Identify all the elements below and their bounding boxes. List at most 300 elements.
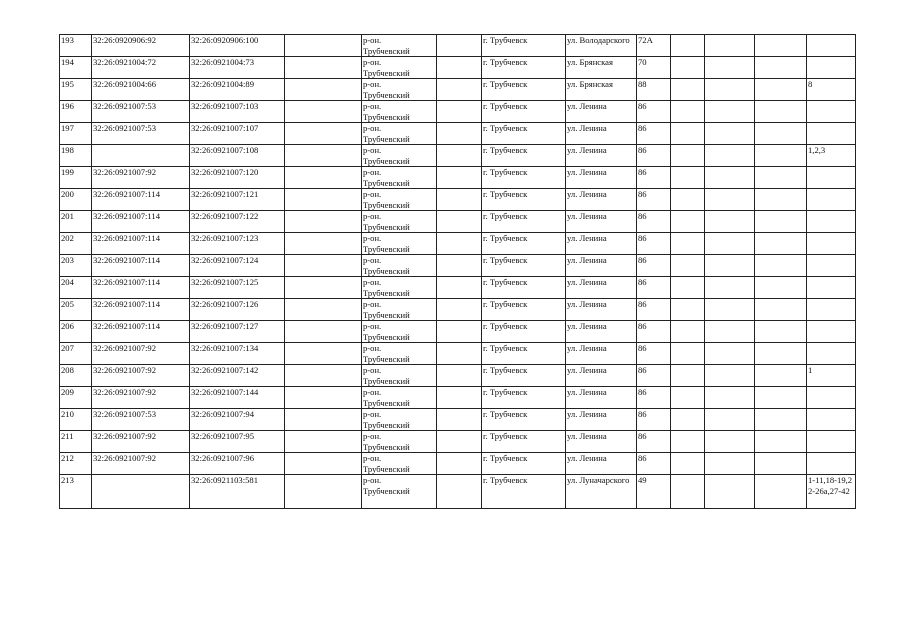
table-row	[60, 321, 856, 343]
empty-cell	[671, 299, 705, 321]
apartment-numbers	[807, 233, 856, 255]
empty-cell	[671, 167, 705, 189]
district-type: р-он.	[363, 233, 382, 243]
empty-cell	[671, 431, 705, 453]
empty-cell	[285, 277, 362, 299]
empty-cell	[437, 343, 482, 365]
district-name: Трубчевский	[363, 243, 410, 254]
empty-cell	[755, 431, 807, 453]
empty-cell	[755, 321, 807, 343]
cadastral-number-parcel	[92, 475, 190, 509]
table-row	[60, 57, 856, 79]
row-number: 206	[60, 321, 92, 343]
district	[362, 167, 437, 189]
house-number: 86	[637, 431, 671, 453]
table-row	[60, 277, 856, 299]
house-number: 86	[637, 321, 671, 343]
empty-cell	[437, 453, 482, 475]
house-number: 86	[637, 409, 671, 431]
empty-cell	[285, 387, 362, 409]
district-name: Трубчевский	[363, 309, 410, 320]
register-rows	[60, 35, 856, 509]
empty-cell	[437, 123, 482, 145]
street: ул. Ленина	[566, 453, 637, 475]
empty-cell	[705, 321, 755, 343]
district-name: Трубчевский	[363, 353, 410, 364]
district-name: Трубчевский	[363, 485, 410, 496]
empty-cell	[437, 167, 482, 189]
table-row	[60, 475, 856, 509]
district	[362, 101, 437, 123]
empty-cell	[285, 101, 362, 123]
district-type: р-он.	[363, 189, 382, 199]
empty-cell	[285, 79, 362, 101]
row-number: 199	[60, 167, 92, 189]
empty-cell	[285, 35, 362, 57]
empty-cell	[755, 211, 807, 233]
empty-cell	[705, 277, 755, 299]
cadastral-number-object: 32:26:0921007:94	[190, 409, 285, 431]
house-number: 86	[637, 255, 671, 277]
district	[362, 365, 437, 387]
district	[362, 453, 437, 475]
row-number: 202	[60, 233, 92, 255]
empty-cell	[437, 57, 482, 79]
empty-cell	[755, 35, 807, 57]
row-number: 201	[60, 211, 92, 233]
cadastral-number-object: 32:26:0921004:73	[190, 57, 285, 79]
empty-cell	[437, 255, 482, 277]
empty-cell	[671, 343, 705, 365]
district-name: Трубчевский	[363, 287, 410, 298]
district	[362, 255, 437, 277]
empty-cell	[671, 387, 705, 409]
empty-cell	[671, 101, 705, 123]
cadastral-number-parcel: 32:26:0921007:53	[92, 123, 190, 145]
row-number: 197	[60, 123, 92, 145]
district-name: Трубчевский	[363, 89, 410, 100]
city: г. Трубчевск	[482, 101, 566, 123]
empty-cell	[437, 475, 482, 509]
cadastral-number-object: 32:26:0921007:108	[190, 145, 285, 167]
empty-cell	[285, 475, 362, 509]
district-name: Трубчевский	[363, 221, 410, 232]
district-type: р-он.	[363, 101, 382, 111]
street: ул. Брянская	[566, 57, 637, 79]
table-row	[60, 343, 856, 365]
empty-cell	[671, 57, 705, 79]
apartment-numbers	[807, 321, 856, 343]
apartment-numbers	[807, 255, 856, 277]
empty-cell	[705, 387, 755, 409]
empty-cell	[437, 321, 482, 343]
district-name: Трубчевский	[363, 133, 410, 144]
district	[362, 211, 437, 233]
row-number: 212	[60, 453, 92, 475]
row-number: 200	[60, 189, 92, 211]
house-number: 86	[637, 123, 671, 145]
city: г. Трубчевск	[482, 299, 566, 321]
cadastral-number-parcel: 32:26:0921007:92	[92, 365, 190, 387]
empty-cell	[755, 79, 807, 101]
table-row	[60, 35, 856, 57]
empty-cell	[705, 343, 755, 365]
cadastral-number-object: 32:26:0921007:107	[190, 123, 285, 145]
empty-cell	[705, 101, 755, 123]
table-row	[60, 189, 856, 211]
house-number: 86	[637, 211, 671, 233]
empty-cell	[437, 277, 482, 299]
cadastral-number-object: 32:26:0921007:95	[190, 431, 285, 453]
city: г. Трубчевск	[482, 211, 566, 233]
street: ул. Володарского	[566, 35, 637, 57]
empty-cell	[671, 277, 705, 299]
district	[362, 57, 437, 79]
empty-cell	[705, 145, 755, 167]
empty-cell	[671, 321, 705, 343]
street: ул. Ленина	[566, 145, 637, 167]
table-row	[60, 365, 856, 387]
empty-cell	[755, 167, 807, 189]
district-type: р-он.	[363, 475, 382, 485]
table-row	[60, 453, 856, 475]
house-number: 88	[637, 79, 671, 101]
house-number: 86	[637, 453, 671, 475]
city: г. Трубчевск	[482, 79, 566, 101]
district	[362, 145, 437, 167]
empty-cell	[671, 475, 705, 509]
table-row	[60, 409, 856, 431]
street: ул. Ленина	[566, 387, 637, 409]
district	[362, 35, 437, 57]
empty-cell	[285, 189, 362, 211]
cadastral-number-parcel: 32:26:0921004:72	[92, 57, 190, 79]
house-number: 86	[637, 189, 671, 211]
house-number: 70	[637, 57, 671, 79]
district-type: р-он.	[363, 35, 382, 45]
empty-cell	[671, 365, 705, 387]
cadastral-number-object: 32:26:0921007:144	[190, 387, 285, 409]
empty-cell	[705, 365, 755, 387]
apartment-numbers	[807, 453, 856, 475]
district-type: р-он.	[363, 343, 382, 353]
empty-cell	[437, 233, 482, 255]
cadastral-number-parcel: 32:26:0921007:92	[92, 387, 190, 409]
empty-cell	[705, 123, 755, 145]
house-number: 72А	[637, 35, 671, 57]
empty-cell	[437, 145, 482, 167]
city: г. Трубчевск	[482, 321, 566, 343]
cadastral-number-object: 32:26:0921007:121	[190, 189, 285, 211]
empty-cell	[705, 475, 755, 509]
house-number: 86	[637, 343, 671, 365]
cadastral-number-parcel: 32:26:0921007:114	[92, 189, 190, 211]
empty-cell	[671, 233, 705, 255]
district	[362, 475, 437, 509]
house-number: 86	[637, 145, 671, 167]
cadastral-number-parcel: 32:26:0921007:53	[92, 101, 190, 123]
empty-cell	[755, 189, 807, 211]
apartment-numbers	[807, 211, 856, 233]
house-number: 86	[637, 233, 671, 255]
table-row	[60, 431, 856, 453]
district-name: Трубчевский	[363, 67, 410, 78]
apartment-numbers: 1-11,18-19,22-26а,27-42	[807, 475, 856, 509]
district-name: Трубчевский	[363, 419, 410, 430]
city: г. Трубчевск	[482, 453, 566, 475]
street: ул. Луначарского	[566, 475, 637, 509]
district	[362, 79, 437, 101]
apartment-numbers	[807, 409, 856, 431]
empty-cell	[671, 409, 705, 431]
cadastral-number-parcel: 32:26:0920906:92	[92, 35, 190, 57]
street: ул. Брянская	[566, 79, 637, 101]
cadastral-number-object: 32:26:0921007:127	[190, 321, 285, 343]
empty-cell	[755, 233, 807, 255]
district-type: р-он.	[363, 123, 382, 133]
empty-cell	[671, 123, 705, 145]
empty-cell	[285, 57, 362, 79]
cadastral-number-parcel: 32:26:0921004:66	[92, 79, 190, 101]
street: ул. Ленина	[566, 431, 637, 453]
city: г. Трубчевск	[482, 167, 566, 189]
apartment-numbers: 1,2,3	[807, 145, 856, 167]
empty-cell	[755, 343, 807, 365]
empty-cell	[671, 211, 705, 233]
row-number: 210	[60, 409, 92, 431]
table-row	[60, 145, 856, 167]
house-number: 86	[637, 277, 671, 299]
district-type: р-он.	[363, 145, 382, 155]
district-name: Трубчевский	[363, 375, 410, 386]
table-row	[60, 211, 856, 233]
apartment-numbers: 8	[807, 79, 856, 101]
empty-cell	[285, 167, 362, 189]
house-number: 86	[637, 299, 671, 321]
empty-cell	[285, 123, 362, 145]
street: ул. Ленина	[566, 211, 637, 233]
row-number: 194	[60, 57, 92, 79]
city: г. Трубчевск	[482, 409, 566, 431]
district-name: Трубчевский	[363, 45, 410, 56]
empty-cell	[285, 233, 362, 255]
empty-cell	[285, 211, 362, 233]
empty-cell	[437, 101, 482, 123]
empty-cell	[705, 255, 755, 277]
district	[362, 321, 437, 343]
city: г. Трубчевск	[482, 35, 566, 57]
street: ул. Ленина	[566, 167, 637, 189]
district	[362, 343, 437, 365]
street: ул. Ленина	[566, 189, 637, 211]
district-type: р-он.	[363, 365, 382, 375]
row-number: 204	[60, 277, 92, 299]
district-type: р-он.	[363, 211, 382, 221]
cadastral-number-object: 32:26:0921007:126	[190, 299, 285, 321]
cadastral-number-object: 32:26:0921007:134	[190, 343, 285, 365]
district	[362, 299, 437, 321]
empty-cell	[755, 453, 807, 475]
row-number: 205	[60, 299, 92, 321]
district-name: Трубчевский	[363, 265, 410, 276]
table-row	[60, 299, 856, 321]
street: ул. Ленина	[566, 343, 637, 365]
table-row	[60, 167, 856, 189]
empty-cell	[755, 123, 807, 145]
row-number: 213	[60, 475, 92, 509]
cadastral-number-object: 32:26:0921007:124	[190, 255, 285, 277]
empty-cell	[755, 387, 807, 409]
empty-cell	[437, 365, 482, 387]
row-number: 193	[60, 35, 92, 57]
table-row	[60, 79, 856, 101]
cadastral-number-object: 32:26:0921007:142	[190, 365, 285, 387]
city: г. Трубчевск	[482, 57, 566, 79]
district-type: р-он.	[363, 79, 382, 89]
district-name: Трубчевский	[363, 155, 410, 166]
street: ул. Ленина	[566, 123, 637, 145]
empty-cell	[437, 211, 482, 233]
street: ул. Ленина	[566, 299, 637, 321]
cadastral-number-parcel: 32:26:0921007:114	[92, 277, 190, 299]
cadastral-number-parcel: 32:26:0921007:92	[92, 431, 190, 453]
city: г. Трубчевск	[482, 343, 566, 365]
table-row	[60, 233, 856, 255]
house-number: 86	[637, 167, 671, 189]
empty-cell	[755, 101, 807, 123]
city: г. Трубчевск	[482, 387, 566, 409]
empty-cell	[437, 409, 482, 431]
empty-cell	[285, 321, 362, 343]
table-row	[60, 255, 856, 277]
cadastral-number-parcel: 32:26:0921007:114	[92, 255, 190, 277]
house-number: 86	[637, 387, 671, 409]
cadastral-number-object: 32:26:0921007:125	[190, 277, 285, 299]
district-type: р-он.	[363, 277, 382, 287]
empty-cell	[705, 409, 755, 431]
house-number: 86	[637, 101, 671, 123]
district-type: р-он.	[363, 57, 382, 67]
cadastral-number-parcel	[92, 145, 190, 167]
empty-cell	[285, 365, 362, 387]
district-type: р-он.	[363, 431, 382, 441]
cadastral-number-object: 32:26:0921007:96	[190, 453, 285, 475]
district	[362, 123, 437, 145]
empty-cell	[705, 431, 755, 453]
city: г. Трубчевск	[482, 431, 566, 453]
district-name: Трубчевский	[363, 111, 410, 122]
empty-cell	[705, 233, 755, 255]
cadastral-number-parcel: 32:26:0921007:114	[92, 211, 190, 233]
cadastral-number-parcel: 32:26:0921007:114	[92, 233, 190, 255]
apartment-numbers	[807, 343, 856, 365]
cadastral-number-parcel: 32:26:0921007:114	[92, 321, 190, 343]
cadastral-number-object: 32:26:0921007:122	[190, 211, 285, 233]
cadastral-number-object: 32:26:0921007:120	[190, 167, 285, 189]
city: г. Трубчевск	[482, 189, 566, 211]
empty-cell	[755, 299, 807, 321]
cadastral-number-object: 32:26:0921004:89	[190, 79, 285, 101]
house-number: 86	[637, 365, 671, 387]
empty-cell	[705, 167, 755, 189]
empty-cell	[755, 57, 807, 79]
empty-cell	[437, 35, 482, 57]
district-type: р-он.	[363, 409, 382, 419]
cadastral-number-object: 32:26:0921007:123	[190, 233, 285, 255]
street: ул. Ленина	[566, 101, 637, 123]
district-name: Трубчевский	[363, 177, 410, 188]
empty-cell	[437, 79, 482, 101]
row-number: 211	[60, 431, 92, 453]
empty-cell	[755, 409, 807, 431]
street: ул. Ленина	[566, 255, 637, 277]
district-type: р-он.	[363, 299, 382, 309]
district	[362, 189, 437, 211]
cadastral-number-object: 32:26:0920906:100	[190, 35, 285, 57]
district	[362, 431, 437, 453]
district	[362, 233, 437, 255]
row-number: 198	[60, 145, 92, 167]
empty-cell	[671, 79, 705, 101]
cadastral-number-parcel: 32:26:0921007:92	[92, 453, 190, 475]
table-row	[60, 101, 856, 123]
empty-cell	[705, 211, 755, 233]
house-number: 49	[637, 475, 671, 509]
district-name: Трубчевский	[363, 331, 410, 342]
apartment-numbers	[807, 123, 856, 145]
apartment-numbers	[807, 101, 856, 123]
apartment-numbers: 1	[807, 365, 856, 387]
row-number: 196	[60, 101, 92, 123]
district-type: р-он.	[363, 387, 382, 397]
apartment-numbers	[807, 277, 856, 299]
empty-cell	[437, 431, 482, 453]
district-type: р-он.	[363, 321, 382, 331]
district-name: Трубчевский	[363, 199, 410, 210]
empty-cell	[437, 189, 482, 211]
apartment-numbers	[807, 299, 856, 321]
empty-cell	[671, 145, 705, 167]
empty-cell	[285, 299, 362, 321]
street: ул. Ленина	[566, 321, 637, 343]
empty-cell	[705, 79, 755, 101]
register-table	[59, 34, 856, 509]
district-type: р-он.	[363, 255, 382, 265]
empty-cell	[705, 189, 755, 211]
street: ул. Ленина	[566, 277, 637, 299]
empty-cell	[437, 299, 482, 321]
city: г. Трубчевск	[482, 277, 566, 299]
apartment-numbers	[807, 431, 856, 453]
empty-cell	[755, 255, 807, 277]
empty-cell	[755, 277, 807, 299]
district	[362, 387, 437, 409]
district-type: р-он.	[363, 453, 382, 463]
empty-cell	[285, 145, 362, 167]
district-name: Трубчевский	[363, 397, 410, 408]
cadastral-number-parcel: 32:26:0921007:53	[92, 409, 190, 431]
empty-cell	[437, 387, 482, 409]
street: ул. Ленина	[566, 365, 637, 387]
empty-cell	[705, 299, 755, 321]
apartment-numbers	[807, 35, 856, 57]
empty-cell	[285, 431, 362, 453]
empty-cell	[671, 255, 705, 277]
row-number: 209	[60, 387, 92, 409]
district-type: р-он.	[363, 167, 382, 177]
apartment-numbers	[807, 57, 856, 79]
street: ул. Ленина	[566, 409, 637, 431]
